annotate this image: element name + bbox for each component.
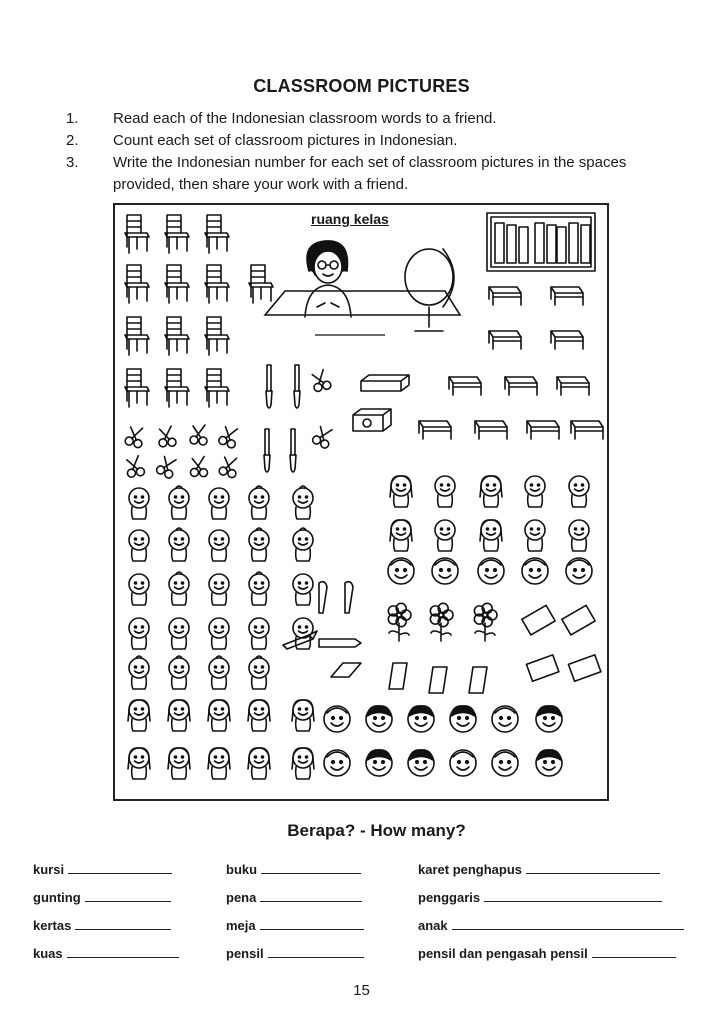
child-head-icon bbox=[536, 750, 562, 776]
eraser-icon bbox=[331, 663, 361, 677]
child-face-icon bbox=[208, 700, 230, 731]
instruction-number: 1. bbox=[66, 110, 79, 127]
paper-icon bbox=[562, 605, 595, 635]
instruction-item bbox=[66, 108, 666, 130]
child-head-icon bbox=[536, 706, 562, 732]
paintbrush-icon bbox=[294, 365, 300, 408]
instruction-number: 2. bbox=[66, 132, 79, 149]
answer-label: kursi bbox=[33, 862, 65, 877]
chair-icon bbox=[125, 317, 149, 355]
child-face-icon bbox=[248, 700, 270, 731]
pencil-icon bbox=[283, 631, 317, 649]
teacher-icon bbox=[305, 241, 351, 317]
child-head-icon bbox=[408, 750, 434, 776]
chair-icon bbox=[165, 369, 189, 407]
answer-item bbox=[33, 862, 172, 877]
desk-icon bbox=[419, 421, 451, 439]
answer-blank[interactable] bbox=[452, 918, 684, 930]
desk-icon bbox=[551, 287, 583, 305]
scissors-icon bbox=[124, 426, 144, 449]
flower-icon bbox=[474, 603, 497, 641]
child-face-icon bbox=[480, 520, 502, 551]
chair-icon bbox=[249, 265, 273, 303]
sharpener-icon bbox=[353, 409, 391, 431]
chair-icon bbox=[205, 369, 229, 407]
child-head-icon bbox=[408, 706, 434, 732]
child-face-icon bbox=[208, 748, 230, 779]
child-head-icon bbox=[366, 706, 392, 732]
child-face-icon bbox=[209, 656, 229, 689]
pencil-box-icon bbox=[361, 375, 409, 391]
child-face-icon bbox=[129, 656, 149, 689]
chair-icon bbox=[125, 265, 149, 303]
desk-icon bbox=[551, 331, 583, 349]
answer-item bbox=[226, 918, 364, 933]
chair-icon bbox=[205, 317, 229, 355]
paper-icon bbox=[522, 605, 555, 635]
child-face-icon bbox=[129, 488, 149, 519]
scissors-icon bbox=[124, 455, 146, 479]
child-face-icon bbox=[293, 618, 313, 649]
child-head-icon bbox=[478, 558, 504, 584]
instruction-number: 3. bbox=[66, 154, 79, 171]
child-face-icon bbox=[129, 618, 149, 649]
child-face-icon bbox=[169, 618, 189, 649]
scissors-icon bbox=[218, 425, 240, 449]
paper-icon bbox=[568, 655, 600, 681]
desk-icon bbox=[489, 331, 521, 349]
scissors-icon bbox=[189, 456, 208, 477]
child-face-icon bbox=[248, 748, 270, 779]
flower-icon bbox=[430, 603, 453, 641]
child-face-icon bbox=[480, 476, 502, 507]
answer-item bbox=[226, 946, 364, 961]
child-face-icon bbox=[169, 528, 189, 561]
child-face-icon bbox=[435, 476, 455, 507]
answer-row bbox=[33, 946, 693, 968]
ruler-icon bbox=[319, 582, 327, 613]
answer-item bbox=[418, 862, 660, 877]
scissors-icon bbox=[155, 455, 178, 480]
answer-label: buku bbox=[226, 862, 258, 877]
desk-icon bbox=[527, 421, 559, 439]
answer-item bbox=[226, 862, 361, 877]
answer-item bbox=[33, 918, 171, 933]
child-face-icon bbox=[128, 748, 150, 779]
chair-icon bbox=[125, 215, 149, 253]
child-head-icon bbox=[450, 750, 476, 776]
child-face-icon bbox=[249, 486, 269, 519]
child-head-icon bbox=[324, 750, 350, 776]
classroom-illustration bbox=[115, 205, 607, 799]
scissors-icon bbox=[156, 426, 176, 449]
answer-row bbox=[33, 862, 693, 884]
answer-label: kertas bbox=[33, 918, 72, 933]
desk-icon bbox=[475, 421, 507, 439]
child-face-icon bbox=[168, 748, 190, 779]
child-face-icon bbox=[128, 700, 150, 731]
child-face-icon bbox=[249, 572, 269, 605]
answer-item bbox=[418, 946, 676, 961]
child-face-icon bbox=[249, 528, 269, 561]
child-face-icon bbox=[169, 486, 189, 519]
page-number: 15 bbox=[353, 982, 370, 999]
answer-item bbox=[418, 918, 684, 933]
child-face-icon bbox=[525, 520, 545, 551]
teacher-desk-icon bbox=[265, 291, 460, 315]
instruction-text: Read each of the Indonesian classroom words to a friend. bbox=[113, 110, 497, 127]
child-face-icon bbox=[293, 574, 313, 605]
page-title: CLASSROOM PICTURES bbox=[253, 76, 470, 96]
paintbrush-icon bbox=[290, 429, 296, 472]
child-face-icon bbox=[293, 486, 313, 519]
desk-icon bbox=[571, 421, 603, 439]
answer-blank[interactable] bbox=[75, 918, 171, 930]
instruction-text: Count each set of classroom pictures in Indonesian. bbox=[113, 132, 458, 149]
child-face-icon bbox=[293, 528, 313, 561]
pencil-icon bbox=[319, 639, 361, 647]
answer-blank[interactable] bbox=[261, 862, 361, 874]
answer-label: karet penghapus bbox=[418, 862, 523, 877]
answer-row bbox=[33, 918, 693, 940]
answer-label: penggaris bbox=[418, 890, 481, 905]
chair-icon bbox=[125, 369, 149, 407]
answer-blank[interactable] bbox=[260, 890, 362, 902]
answer-label: meja bbox=[226, 918, 256, 933]
desk-icon bbox=[557, 377, 589, 395]
paper-icon bbox=[429, 667, 447, 693]
scissors-icon bbox=[218, 456, 238, 479]
answer-row bbox=[33, 890, 693, 912]
answer-label: pena bbox=[226, 890, 257, 905]
chair-icon bbox=[165, 215, 189, 253]
child-face-icon bbox=[390, 520, 412, 551]
answer-label: gunting bbox=[33, 890, 81, 905]
child-head-icon bbox=[492, 750, 518, 776]
desk-icon bbox=[449, 377, 481, 395]
paper-icon bbox=[526, 655, 558, 681]
child-face-icon bbox=[129, 574, 149, 605]
paper-icon bbox=[469, 667, 487, 693]
answer-label: anak bbox=[418, 918, 448, 933]
child-face-icon bbox=[569, 520, 589, 551]
globe-icon bbox=[405, 249, 454, 331]
child-face-icon bbox=[292, 748, 314, 779]
answer-blank[interactable] bbox=[484, 890, 662, 902]
child-face-icon bbox=[249, 656, 269, 689]
child-face-icon bbox=[390, 476, 412, 507]
child-face-icon bbox=[168, 700, 190, 731]
child-face-icon bbox=[209, 574, 229, 605]
child-face-icon bbox=[249, 618, 269, 649]
child-face-icon bbox=[525, 476, 545, 507]
scissors-icon bbox=[309, 369, 332, 394]
child-face-icon bbox=[292, 700, 314, 731]
answer-blank[interactable] bbox=[67, 946, 179, 958]
answer-blank[interactable] bbox=[268, 946, 364, 958]
child-face-icon bbox=[129, 530, 149, 561]
instruction-item bbox=[66, 152, 666, 196]
child-head-icon bbox=[492, 706, 518, 732]
child-head-icon bbox=[366, 750, 392, 776]
chair-icon bbox=[205, 215, 229, 253]
answer-blank[interactable] bbox=[592, 946, 676, 958]
chair-icon bbox=[165, 317, 189, 355]
ruler-icon bbox=[345, 582, 353, 613]
child-face-icon bbox=[169, 572, 189, 605]
answer-item bbox=[33, 946, 179, 961]
child-head-icon bbox=[324, 706, 350, 732]
answer-blank[interactable] bbox=[85, 890, 171, 902]
chair-icon bbox=[165, 265, 189, 303]
answer-blank[interactable] bbox=[526, 862, 660, 874]
child-head-icon bbox=[432, 558, 458, 584]
chair-icon bbox=[205, 265, 229, 303]
bookshelf-icon bbox=[487, 213, 595, 271]
child-head-icon bbox=[566, 558, 592, 584]
scene-label: ruang kelas bbox=[311, 211, 389, 227]
instructions-list bbox=[66, 108, 666, 196]
child-face-icon bbox=[569, 476, 589, 507]
child-face-icon bbox=[169, 656, 189, 689]
answer-item bbox=[418, 890, 662, 905]
answer-label: kuas bbox=[33, 946, 63, 961]
child-face-icon bbox=[209, 488, 229, 519]
desk-icon bbox=[489, 287, 521, 305]
scissors-icon bbox=[311, 425, 334, 450]
desk-icon bbox=[505, 377, 537, 395]
paintbrush-icon bbox=[264, 429, 270, 472]
scissors-icon bbox=[190, 425, 207, 445]
answer-label: pensil bbox=[226, 946, 264, 961]
child-head-icon bbox=[388, 558, 414, 584]
answer-item bbox=[33, 890, 171, 905]
flower-icon bbox=[388, 603, 411, 641]
child-head-icon bbox=[450, 706, 476, 732]
instruction-item bbox=[66, 130, 666, 152]
answer-blank[interactable] bbox=[68, 862, 172, 874]
paintbrush-icon bbox=[266, 365, 272, 408]
child-head-icon bbox=[522, 558, 548, 584]
answer-label: pensil dan pengasah pensil bbox=[418, 946, 588, 961]
child-face-icon bbox=[209, 530, 229, 561]
how-many-heading: Berapa? - How many? bbox=[287, 821, 466, 840]
classroom-picture-frame bbox=[113, 203, 609, 801]
child-face-icon bbox=[209, 618, 229, 649]
answer-item bbox=[226, 890, 362, 905]
child-face-icon bbox=[435, 520, 455, 551]
paper-icon bbox=[389, 663, 407, 689]
answer-blank[interactable] bbox=[260, 918, 364, 930]
instruction-text: Write the Indonesian number for each set of classroom pictures in the spaces provided, then share your work with a friend. bbox=[113, 154, 627, 193]
